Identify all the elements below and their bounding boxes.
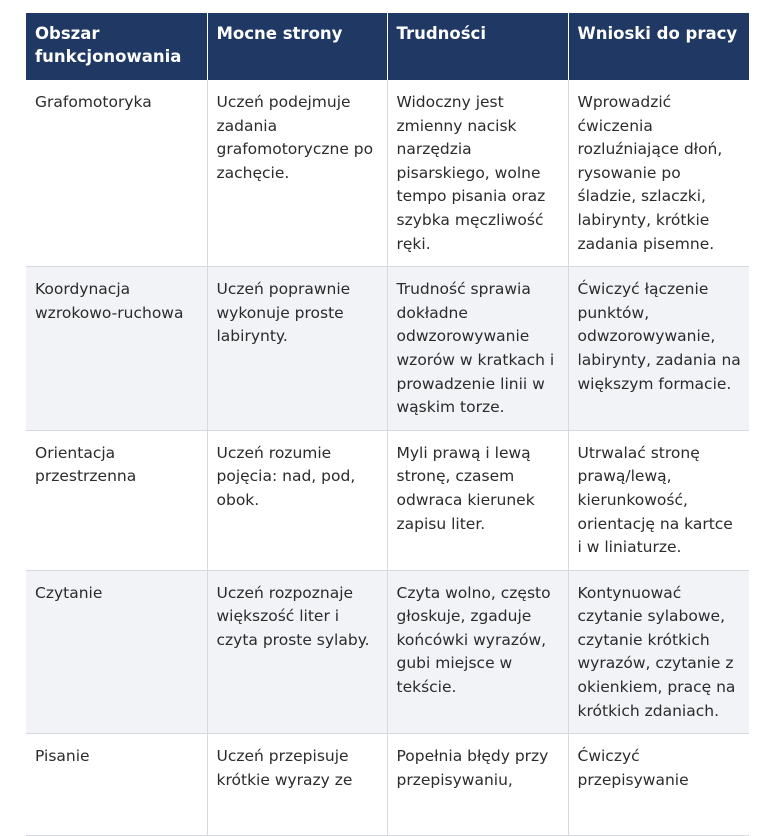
table-row: [26, 734, 749, 836]
cell-conclusions: Wprowadzić ćwiczenia rozluźniające dłoń, rysowanie po śladzie, szlaczki, labirynty, krótkie zadania pisemne.: [568, 80, 749, 267]
assessment-table-container: [26, 13, 749, 836]
cell-difficulties: Popełnia błędy przy przepisywaniu,: [387, 734, 568, 836]
table-row: [26, 430, 749, 570]
functioning-assessment-table: [26, 13, 749, 836]
cell-area: Czytanie: [26, 570, 207, 734]
table-row: [26, 80, 749, 267]
cell-strengths: Uczeń rozumie pojęcia: nad, pod, obok.: [207, 430, 387, 570]
cell-area: Pisanie: [26, 734, 207, 836]
header-difficulties: Trudności: [387, 13, 568, 80]
cell-strengths: Uczeń poprawnie wykonuje proste labirynty.: [207, 267, 387, 431]
header-row: [26, 13, 749, 80]
cell-area: Grafomotoryka: [26, 80, 207, 267]
cell-strengths: Uczeń podejmuje zadania grafomotoryczne po zachęcie.: [207, 80, 387, 267]
table-header: [26, 13, 749, 80]
cell-conclusions: Utrwalać stronę prawą/lewą, kierunkowość, orientację na kartce i w liniaturze.: [568, 430, 749, 570]
table-row: [26, 267, 749, 431]
cell-difficulties: Trudność sprawia dokładne odwzorowywanie wzorów w kratkach i prowadzenie linii w wąskim torze.: [387, 267, 568, 431]
table-body: [26, 80, 749, 836]
header-area: Obszar funkcjonowania: [26, 13, 207, 80]
cell-conclusions: Kontynuować czytanie sylabowe, czytanie krótkich wyrazów, czytanie z okienkiem, pracę na krótkich zdaniach.: [568, 570, 749, 734]
header-strengths: Mocne strony: [207, 13, 387, 80]
cell-strengths: Uczeń przepisuje krótkie wyrazy ze: [207, 734, 387, 836]
table-row: [26, 570, 749, 734]
cell-conclusions: Ćwiczyć przepisywanie: [568, 734, 749, 836]
cell-strengths: Uczeń rozpoznaje większość liter i czyta proste sylaby.: [207, 570, 387, 734]
cell-conclusions: Ćwiczyć łączenie punktów, odwzorowywanie, labirynty, zadania na większym formacie.: [568, 267, 749, 431]
header-conclusions: Wnioski do pracy: [568, 13, 749, 80]
cell-difficulties: Czyta wolno, często głoskuje, zgaduje końcówki wyrazów, gubi miejsce w tekście.: [387, 570, 568, 734]
cell-area: Koordynacja wzrokowo-ruchowa: [26, 267, 207, 431]
cell-difficulties: Widoczny jest zmienny nacisk narzędzia pisarskiego, wolne tempo pisania oraz szybka męczliwość ręki.: [387, 80, 568, 267]
cell-area: Orientacja przestrzenna: [26, 430, 207, 570]
cell-difficulties: Myli prawą i lewą stronę, czasem odwraca kierunek zapisu liter.: [387, 430, 568, 570]
